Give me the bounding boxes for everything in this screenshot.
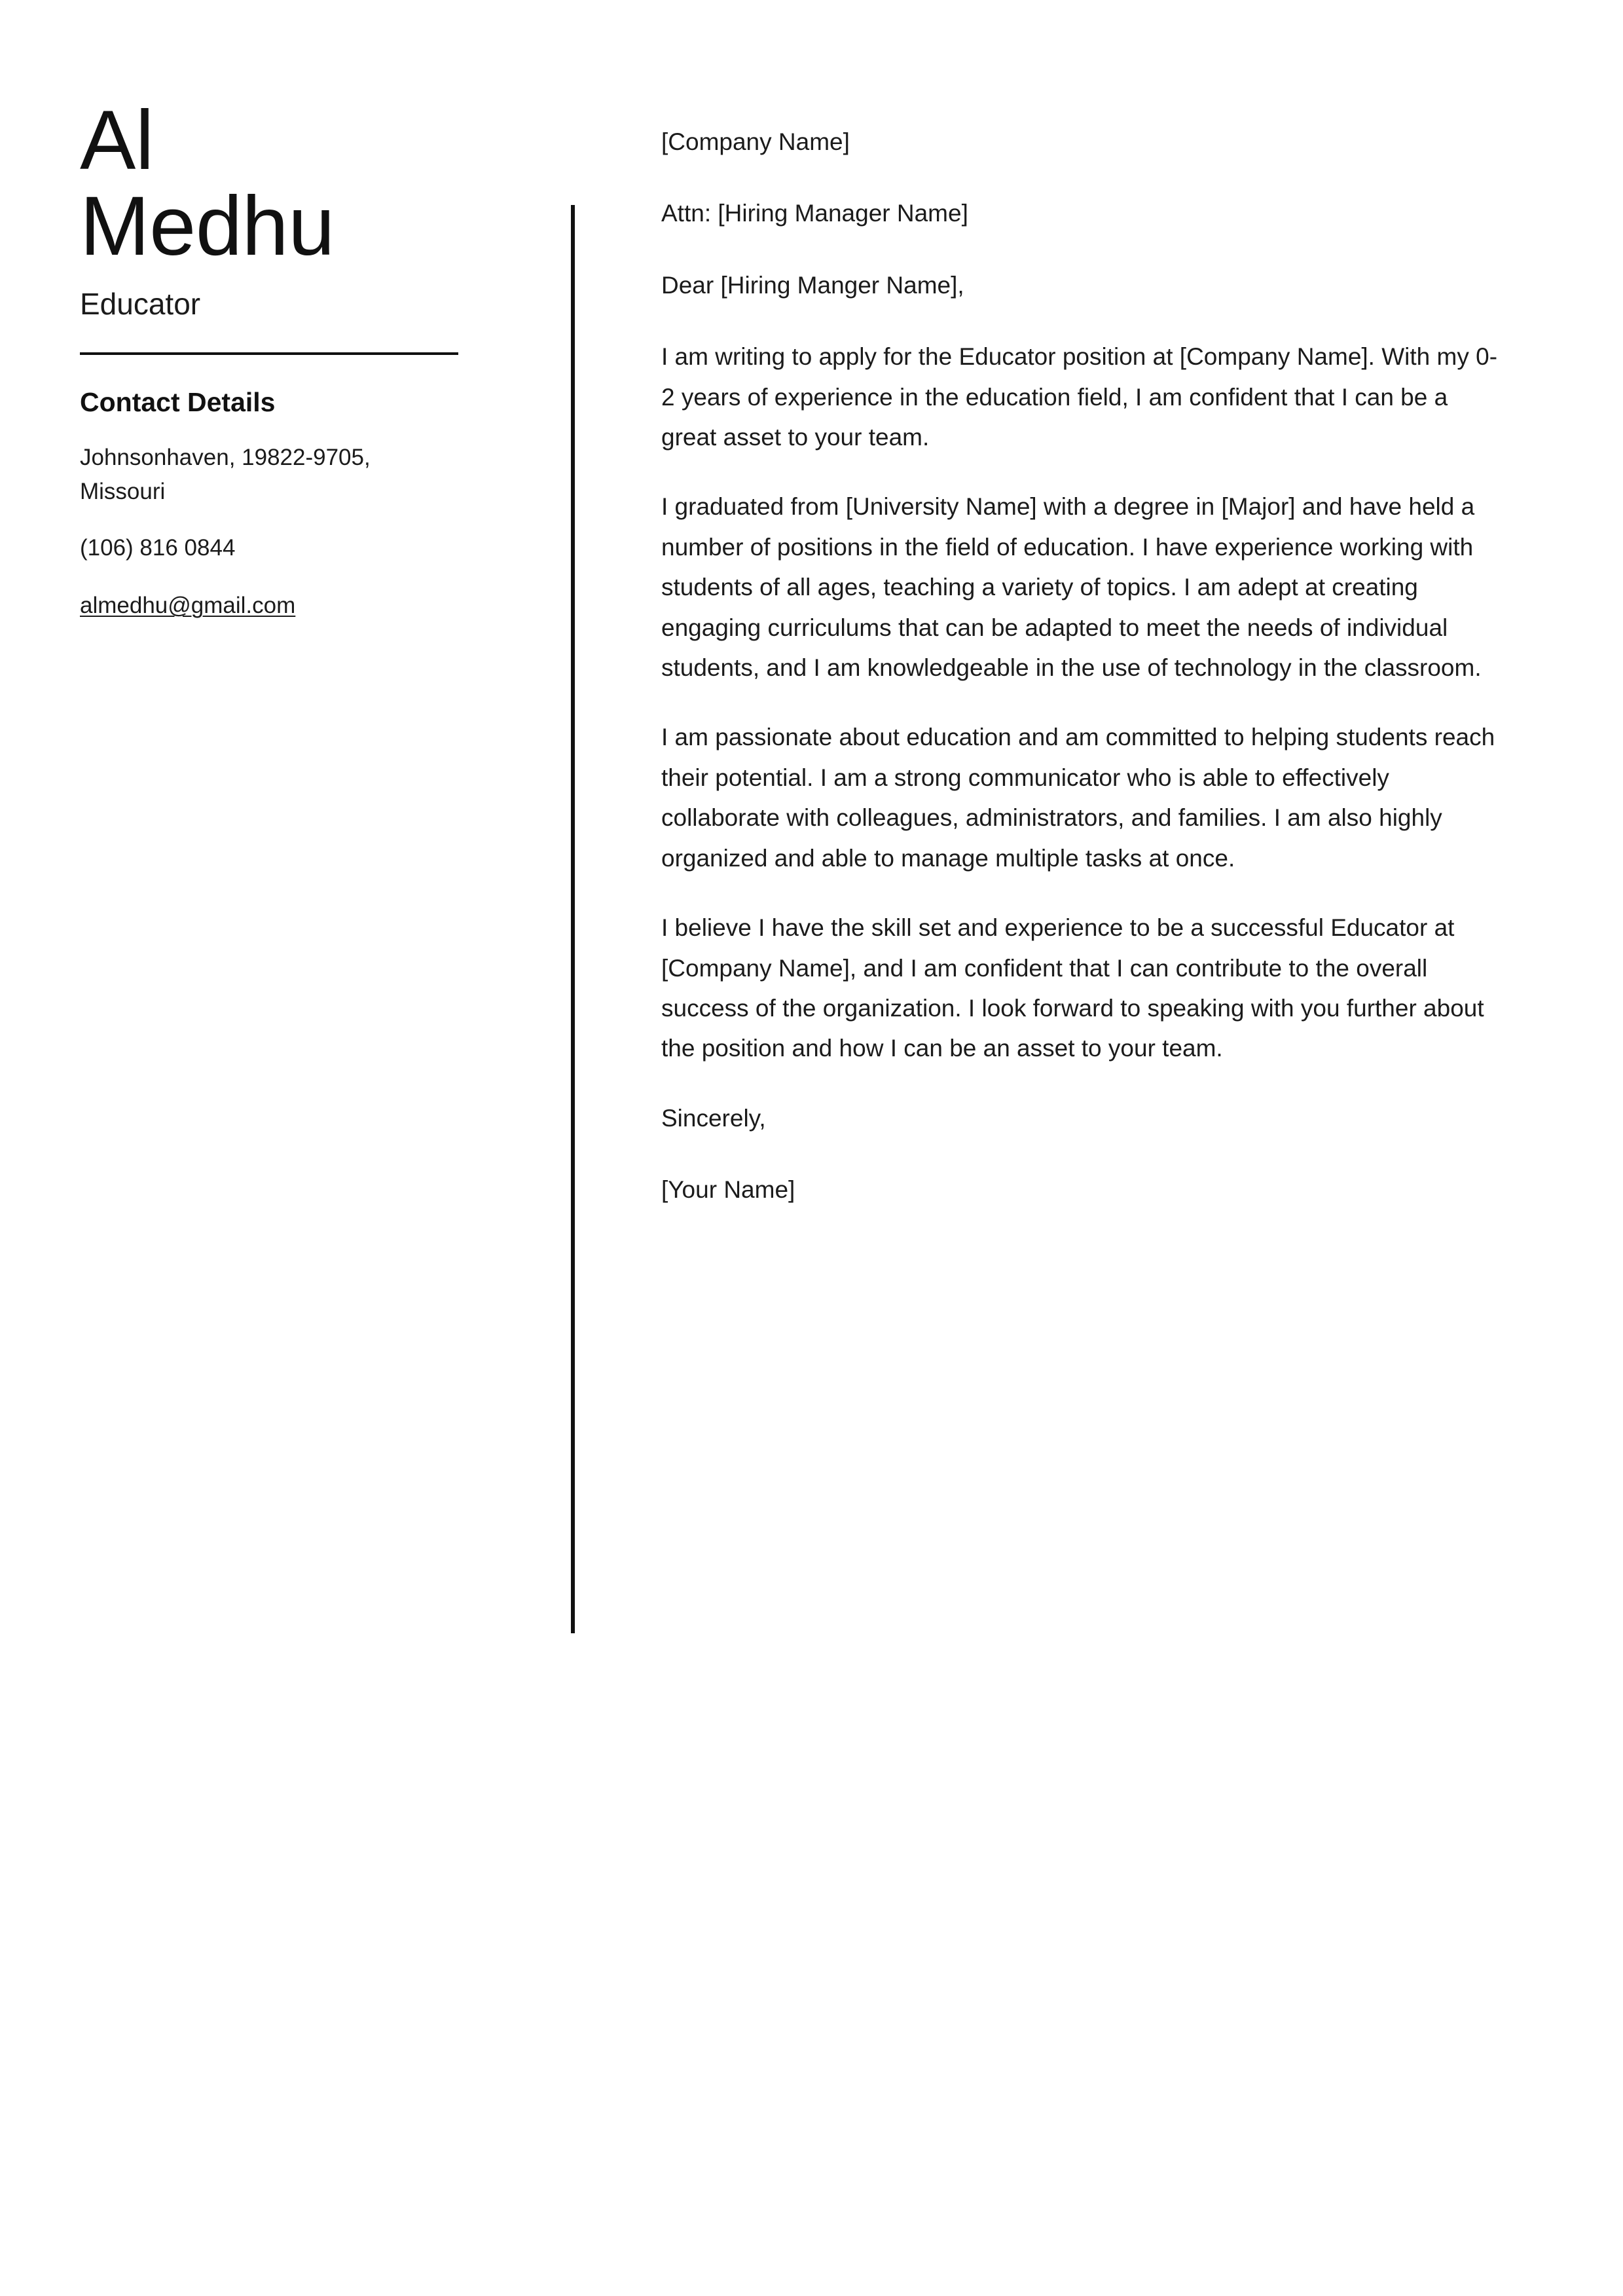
letter-signature: [Your Name] <box>661 1176 795 1204</box>
applicant-first-name: Al <box>80 94 154 187</box>
contact-details-list <box>80 441 499 622</box>
contact-details-heading: Contact Details <box>80 387 276 418</box>
letter-paragraph: I am passionate about education and am committed to helping students reach their potential. I am a strong communicator who is able to effectively collaborate with colleagues, administrators, and families. I am also highly organized and able to manage multiple tasks at once. <box>661 724 1495 872</box>
contact-email <box>80 589 460 623</box>
letter-company-line: [Company Name] <box>661 128 850 155</box>
contact-phone: (106) 816 0844 <box>80 535 236 561</box>
sidebar-horizontal-rule <box>80 352 458 355</box>
letter-salutation: Dear [Hiring Manger Name], <box>661 271 964 299</box>
letter-closing: Sincerely, <box>661 1104 766 1132</box>
sidebar <box>80 94 499 623</box>
applicant-name <box>80 94 499 273</box>
letter-body <box>661 122 1499 1210</box>
applicant-job-title: Educator <box>80 287 201 322</box>
letter-attn-line: Attn: [Hiring Manager Name] <box>661 200 968 227</box>
applicant-last-name: Medhu <box>80 179 335 273</box>
letter-paragraph: I believe I have the skill set and experience to be a successful Educator at [Company Name], and I am confident that I can contribute to the overall success of the organization. I look forward to speaking with you further about the position and how I can be an asset to your team. <box>661 914 1484 1062</box>
column-vertical-rule <box>571 205 575 1633</box>
contact-address: Johnsonhaven, 19822-9705, Missouri <box>80 445 371 505</box>
email-link[interactable]: almedhu@gmail.com <box>80 592 296 618</box>
letter-paragraph: I am writing to apply for the Educator position at [Company Name]. With my 0-2 years of experience in the education field, I am confident that I can be a great asset to your team. <box>661 343 1498 451</box>
letter-paragraph: I graduated from [University Name] with a degree in [Major] and have held a number of positions in the field of education. I have experience working with students of all ages, teaching a variety of topics. I am adept at creating engaging curriculums that can be adapted to meet the needs of individual students, and I am knowledgeable in the use of technology in the classroom. <box>661 493 1482 682</box>
